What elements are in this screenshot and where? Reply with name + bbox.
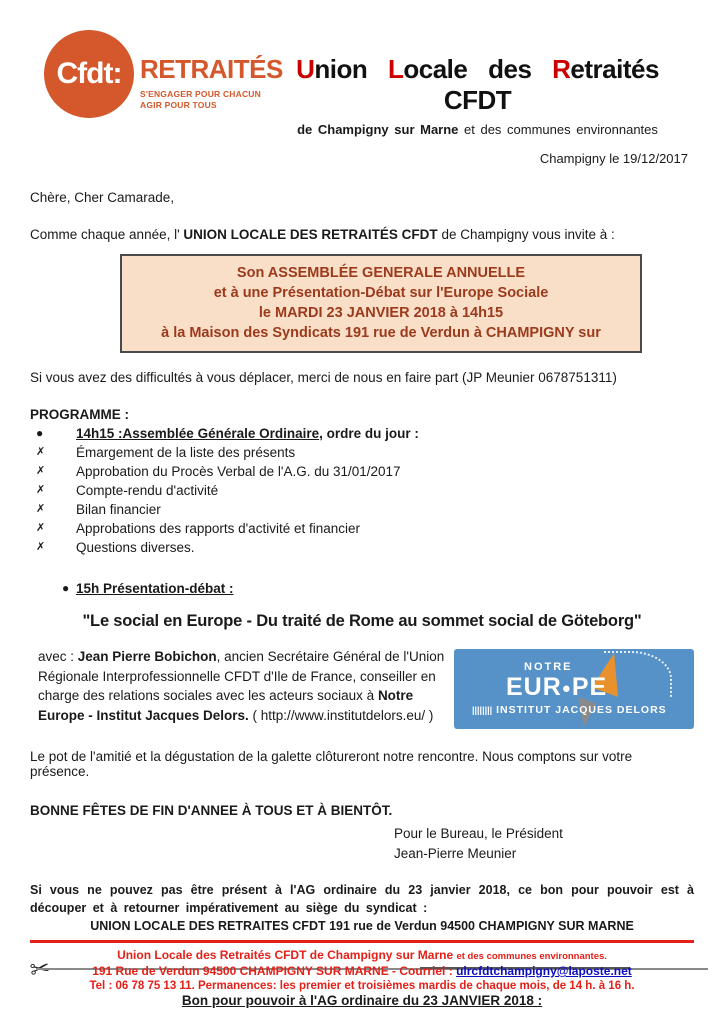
- coupon-heading: Bon pour pouvoir à l'AG ordinaire du 23 JANVIER 2018 :: [181, 992, 543, 1008]
- cfdt-logo-text: Cfdt:: [56, 57, 122, 90]
- footer: [0, 940, 724, 992]
- ticks-icon: ||||||||: [472, 705, 493, 715]
- intro-pre: Comme chaque année, l': [30, 227, 184, 242]
- footer-line3: Tel : 06 78 75 13 11. Permanences: les premier et troisièmes mardis de chaque mois, de 14 h. à 16 h.: [89, 980, 635, 992]
- programme-item-text: Émargement de la liste des présents: [76, 445, 296, 460]
- header: [44, 30, 696, 137]
- cross-bullet-icon: ✗: [36, 522, 46, 534]
- programme-list: [30, 424, 694, 557]
- title-text: CFDT: [443, 85, 512, 115]
- difficulty-note: Si vous avez des difficultés à vous déplacer, merci de nous en faire part (JP Meunier 0678751311): [30, 370, 617, 385]
- cfdt-tagline-line2: AGIR POUR TOUS: [140, 99, 217, 110]
- footer-org-suffix: et des communes environnantes.: [456, 951, 607, 962]
- invite-line: le MARDI 23 JANVIER 2018 à 14h15: [258, 305, 504, 321]
- invite-line: à la Maison des Syndicats 191 rue de Verdun à CHAMPIGNY sur: [161, 325, 601, 341]
- programme-item-rest: , ordre du jour :: [319, 426, 419, 441]
- intro-post: de Champigny vous invite à :: [437, 227, 615, 242]
- title-text: des: [467, 54, 553, 84]
- scissors-icon: ✂: [28, 954, 52, 985]
- coupon-return-address: UNION LOCALE DES RETRAITES CFDT 191 rue de Verdun 94500 CHAMPIGNY SUR MARNE: [90, 918, 634, 933]
- speaker-bio: , ancien Secrétaire Général de l'Union Régionale Interprofessionnelle CFDT d'Ile de France, conseiller en charge des relations sociales avec les acteurs sociaux à: [38, 649, 445, 704]
- institut-text: INSTITUT: [492, 704, 552, 716]
- europe-wordmark: [506, 673, 607, 702]
- subtitle-rest: et des communes environnantes: [458, 122, 658, 137]
- page-subtitle: [259, 122, 696, 137]
- programme-item: [30, 500, 694, 519]
- debate-item-label: 15h Présentation-débat :: [76, 581, 234, 596]
- speaker-name: Jean Pierre Bobichon: [77, 649, 217, 664]
- cross-bullet-icon: ✗: [36, 484, 46, 496]
- invitation-box: [120, 254, 642, 353]
- programme-item: [30, 481, 694, 500]
- programme-item-text: Questions diverses.: [76, 540, 195, 555]
- cfdt-logo-circle: [44, 30, 134, 118]
- invite-line: et à une Présentation-Débat sur l'Europe Sociale: [213, 285, 549, 301]
- europe-pe: PE: [571, 673, 608, 701]
- signature-block: [394, 824, 724, 865]
- speaker-section: [38, 647, 694, 729]
- programme-item-text: Compte-rendu d'activité: [76, 483, 219, 498]
- programme-item-text: Approbations des rapports d'activité et financier: [76, 521, 360, 536]
- programme-item: [30, 443, 694, 462]
- date-line: Champigny le 19/12/2017: [539, 151, 688, 166]
- programme-item: [30, 462, 694, 481]
- cfdt-logo: [44, 30, 283, 137]
- title-text: etraités: [570, 54, 659, 84]
- greeting: Chère, Cher Camarade,: [30, 190, 175, 205]
- intro-org-name: UNION LOCALE DES RETRAITÉS CFDT: [183, 227, 438, 242]
- cfdt-tagline-line1: S'ENGAGER POUR CHACUN: [140, 89, 261, 99]
- title-initial-r: R: [552, 54, 571, 84]
- cfdt-brand-retraites: RETRAITÉS: [140, 54, 283, 84]
- subtitle-bold: de Champigny sur Marne: [297, 122, 459, 137]
- bullet-icon: ●: [62, 581, 70, 595]
- footer-courriel-label: - Courriel :: [388, 964, 457, 978]
- debate-title: "Le social en Europe - Du traité de Rome au sommet social de Göteborg": [82, 612, 642, 630]
- programme-item-text: [60, 424, 419, 443]
- footer-line2: [0, 964, 724, 978]
- intro-paragraph: [30, 227, 694, 242]
- programme-item: [30, 519, 694, 538]
- europe-dot-icon: ●: [561, 680, 572, 697]
- cross-bullet-icon: ✗: [36, 465, 46, 477]
- programme-item-debate: [30, 581, 694, 596]
- programme-item-text: Bilan financier: [76, 502, 161, 517]
- title-initial-l: L: [387, 54, 404, 84]
- cfdt-logo-side: [140, 54, 283, 110]
- jacques-delors-text: JACQUES DELORS: [551, 704, 667, 716]
- speaker-institute: Notre Europe - Institut Jacques Delors.: [38, 688, 414, 723]
- programme-item: [30, 538, 694, 557]
- notre-europe-logo: [454, 649, 694, 729]
- footer-email-link[interactable]: ulrcfdtchampigny@laposte.net: [456, 964, 632, 978]
- footer-line1: [0, 948, 724, 962]
- cross-bullet-icon: ✗: [36, 503, 46, 515]
- closing-line1: Le pot de l'amitié et la dégustation de la galette clôtureront notre rencontre. Nous comptons sur votre présence.: [30, 749, 633, 779]
- cross-bullet-icon: ✗: [36, 541, 46, 553]
- cfdt-tagline: [140, 89, 283, 110]
- closing-line2: BONNE FÊTES DE FIN D'ANNEE À TOUS ET À BIENTÔT.: [30, 803, 393, 818]
- speaker-pre: avec :: [38, 649, 78, 664]
- programme-item-main: [30, 424, 694, 443]
- page-title: [259, 54, 696, 116]
- institut-label: [472, 704, 667, 716]
- programme-item-text: Approbation du Procès Verbal de l'A.G. du 31/01/2017: [76, 464, 401, 479]
- signature-name: Jean-Pierre Meunier: [394, 846, 517, 862]
- speaker-paragraph: [38, 647, 446, 729]
- cross-bullet-icon: ✗: [36, 446, 46, 458]
- header-titles: [259, 30, 696, 137]
- title-text: nion: [314, 54, 368, 84]
- invite-line: Son ASSEMBLÉE GENERALE ANNUELLE: [236, 265, 526, 281]
- programme-heading: PROGRAMME :: [30, 407, 129, 422]
- speaker-url: ( http://www.institutdelors.eu/ ): [248, 707, 434, 723]
- footer-divider: [30, 940, 694, 943]
- coupon-notice: Si vous ne pouvez pas être présent à l'AG ordinaire du 23 janvier 2018, ce bon pour pouvoir est à découper et à retourner impérativement au siège du syndicat :: [30, 882, 694, 915]
- notre-label: NOTRE: [524, 661, 573, 673]
- europe-eur: EUR: [506, 673, 562, 701]
- title-text: ocale: [403, 54, 468, 84]
- footer-org-name: Union Locale des Retraités CFDT de Champigny sur Marne: [117, 948, 457, 962]
- footer-address: 191 Rue de Verdun 94500 CHAMPIGNY SUR MARNE: [92, 964, 389, 978]
- programme-item-underlined: 14h15 :Assemblée Générale Ordinaire: [76, 426, 320, 441]
- signature-role: Pour le Bureau, le Président: [394, 826, 563, 841]
- title-initial-u: U: [296, 54, 315, 84]
- bullet-icon: ●: [36, 426, 44, 440]
